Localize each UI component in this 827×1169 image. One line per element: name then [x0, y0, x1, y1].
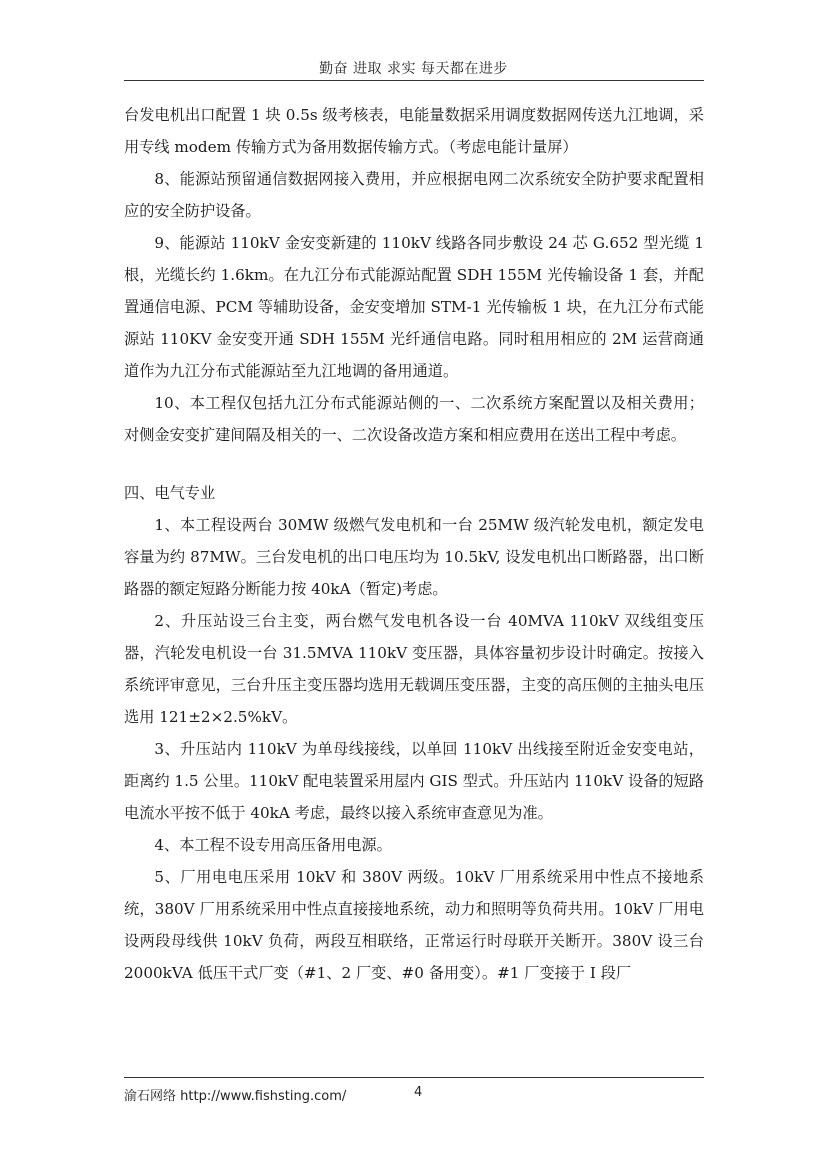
document-body [124, 99, 704, 989]
footer-source: 渝石网络 http://www.fishsting.com/ [124, 1089, 347, 1104]
section-paragraph-2: 2、升压站设三台主变，两台燃气发电机各设一台 40MVA 110kV 双线组变压器，汽轮发电机设一台 31.5MVA 110kV 变压器，具体容量初步设计时确定。按接入系统评审意见，三台升压主变压器均选用无载调压变压器，主变的高压侧的主抽头电压选用 121±2×2.5%kV。 [124, 612, 704, 726]
paragraph-item-8: 8、能源站预留通信数据网接入费用，并应根据电网二次系统安全防护要求配置相应的安全防护设备。 [124, 170, 704, 220]
paragraph-item-9: 9、能源站 110kV 金安变新建的 110kV 线路各同步敷设 24 芯 G.652 型光缆 1 根，光缆长约 1.6km。在九江分布式能源站配置 SDH 155M 光传输设备 1 套，并配置通信电源、PCM 等辅助设备，金安变增加 STM-1 光传输板 1 块，在九江分布式能源站 110KV 金安变开通 SDH 155M 光纤通信电路。同时租用相应的 2M 运营商通道作为九江分布式能源站至九江地调的备用通道。 [124, 234, 704, 380]
paragraph-continuation: 台发电机出口配置 1 块 0.5s 级考核表，电能量数据采用调度数据网传送九江地调，采用专线 modem 传输方式为备用数据传输方式。（考虑电能计量屏） [124, 106, 704, 156]
section-paragraph-1: 1、本工程设两台 30MW 级燃气发电机和一台 25MW 级汽轮发电机，额定发电容量为约 87MW。三台发电机的出口电压均为 10.5kV, 设发电机出口断路器，出口断路器的额定短路分断能力按 40kA（暂定)考虑。 [124, 516, 704, 598]
section-paragraph-4: 4、本工程不设专用高压备用电源。 [154, 836, 392, 854]
page-number: 4 [414, 1085, 423, 1100]
section-paragraph-3: 3、升压站内 110kV 为单母线接线，以单回 110kV 出线接至附近金安变电站，距离约 1.5 公里。110kV 配电装置采用屋内 GIS 型式。升压站内 110kV 设备的短路电流水平按不低于 40kA 考虑，最终以接入系统审查意见为准。 [124, 740, 704, 822]
header-divider [124, 80, 704, 81]
footer-divider [124, 1077, 704, 1078]
section-title: 四、电气专业 [124, 484, 216, 502]
paragraph-item-10: 10、本工程仅包括九江分布式能源站侧的一、二次系统方案配置以及相关费用；对侧金安变扩建间隔及相关的一、二次设备改造方案和相应费用在送出工程中考虑。 [124, 394, 704, 444]
section-spacer [124, 451, 704, 477]
page-header-motto: 勤奋 进取 求实 每天都在进步 [319, 61, 508, 77]
section-paragraph-5: 5、厂用电电压采用 10kV 和 380V 两级。10kV 厂用系统采用中性点不接地系统，380V 厂用系统采用中性点直接接地系统，动力和照明等负荷共用。10kV 厂用电设两段母线供 10kV 负荷，两段互相联络，正常运行时母联开关断开。380V 设三台 2000kVA 低压干式厂变（#1、2 厂变、#0 备用变）。#1 厂变接于 I 段厂 [124, 868, 704, 982]
